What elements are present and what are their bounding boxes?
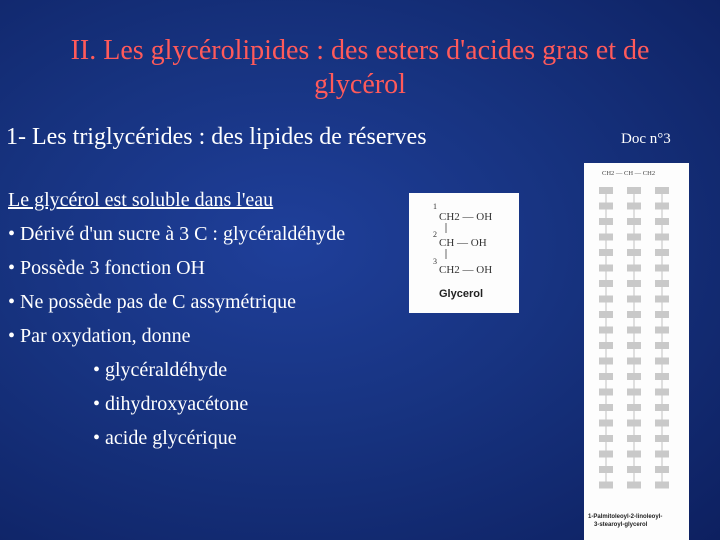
chain-atom-group — [627, 451, 641, 458]
chain-atom-group — [599, 420, 613, 427]
chain-atom-group — [655, 327, 669, 334]
chain-atom-group — [599, 234, 613, 241]
chain-atom-group — [655, 249, 669, 256]
chain-atom-group — [655, 234, 669, 241]
sub-bullet-item: • acide glycérique — [93, 427, 237, 449]
chain-atom-group — [599, 218, 613, 225]
chain-atom-group — [599, 203, 613, 210]
chain-atom-group — [599, 435, 613, 442]
slide-title: II. Les glycérolipides : des esters d'acides gras et de glycérol — [70, 35, 650, 100]
chain-atom-group — [627, 265, 641, 272]
chain-atom-group — [627, 203, 641, 210]
chain-atom-group — [655, 404, 669, 411]
bullet-item: • Dérivé d'un sucre à 3 C : glycéraldéhyde — [8, 223, 346, 245]
carbon-number: 3 — [433, 257, 437, 266]
chain-atom-group — [627, 435, 641, 442]
bullet-item: • Possède 3 fonction OH — [8, 257, 205, 279]
chain-atom-group — [599, 327, 613, 334]
glycerol-row: CH — OH — [439, 237, 487, 249]
body-text — [8, 183, 368, 455]
chain-atom-group — [627, 280, 641, 287]
carbon-number: 2 — [433, 230, 437, 239]
chain-atom-group — [599, 265, 613, 272]
chain-atom-group — [655, 435, 669, 442]
chain-atom-group — [655, 311, 669, 318]
chain-atom-group — [599, 342, 613, 349]
chain-atom-group — [655, 280, 669, 287]
chain-atom-group — [627, 187, 641, 194]
chain-atom-group — [655, 451, 669, 458]
glycerol-structure-svg — [409, 193, 519, 313]
bullet-item: • Par oxydation, donne — [8, 325, 191, 347]
chain-atom-group — [627, 358, 641, 365]
slide-subtitle: 1- Les triglycérides : des lipides de réserves — [6, 124, 427, 150]
chain-atom-group — [599, 389, 613, 396]
chain-atom-group — [599, 280, 613, 287]
chain-atom-group — [627, 296, 641, 303]
triglyceride-top-row: CH2 — CH — CH2 — [602, 170, 656, 177]
chain-atom-group — [655, 466, 669, 473]
bullet-item: • Ne possède pas de C assymétrique — [8, 291, 297, 313]
glycerol-structure-image — [409, 193, 519, 313]
chain-atom-group — [655, 218, 669, 225]
chain-atom-group — [599, 451, 613, 458]
chain-atom-group — [655, 296, 669, 303]
chain-atom-group — [655, 265, 669, 272]
chain-atom-group — [599, 311, 613, 318]
chain-atom-group — [599, 249, 613, 256]
chain-atom-group — [627, 218, 641, 225]
chain-atom-group — [655, 389, 669, 396]
triglyceride-structure-svg — [584, 163, 689, 540]
chain-atom-group — [627, 311, 641, 318]
chain-atom-group — [599, 373, 613, 380]
chain-atom-group — [599, 404, 613, 411]
chain-atom-group — [655, 358, 669, 365]
triglyceride-structure-image — [584, 163, 689, 540]
chain-atom-group — [627, 404, 641, 411]
chain-atom-group — [627, 389, 641, 396]
carbon-number: 1 — [433, 202, 437, 211]
glycerol-row: CH2 — OH — [439, 264, 493, 276]
glycerol-caption: Glycerol — [439, 288, 484, 300]
chain-atom-group — [627, 234, 641, 241]
sub-bullet-item: • dihydroxyacétone — [93, 393, 249, 415]
chain-atom-group — [599, 187, 613, 194]
chain-atom-group — [655, 187, 669, 194]
chain-atom-group — [655, 373, 669, 380]
chain-atom-group — [627, 342, 641, 349]
chain-atom-group — [627, 249, 641, 256]
chain-atom-group — [655, 203, 669, 210]
chain-atom-group — [599, 466, 613, 473]
chain-atom-group — [655, 482, 669, 489]
chain-atom-group — [627, 466, 641, 473]
chain-atom-group — [655, 342, 669, 349]
content-heading: Le glycérol est soluble dans l'eau — [8, 189, 274, 211]
chain-atom-group — [627, 373, 641, 380]
chain-atom-group — [599, 296, 613, 303]
doc-label: Doc n°3 — [621, 131, 671, 147]
chain-atom-group — [599, 482, 613, 489]
chain-atom-group — [627, 420, 641, 427]
triglyceride-caption-line: 1-Palmitoleoyl-2-linoleoyl- — [588, 514, 663, 520]
triglyceride-chains — [599, 187, 669, 489]
glycerol-row: CH2 — OH — [439, 211, 493, 223]
chain-atom-group — [627, 482, 641, 489]
chain-atom-group — [655, 420, 669, 427]
chain-atom-group — [627, 327, 641, 334]
chain-atom-group — [599, 358, 613, 365]
triglyceride-caption-line: 3-stearoyl-glycerol — [594, 522, 648, 528]
sub-bullet-item: • glycéraldéhyde — [93, 359, 228, 381]
